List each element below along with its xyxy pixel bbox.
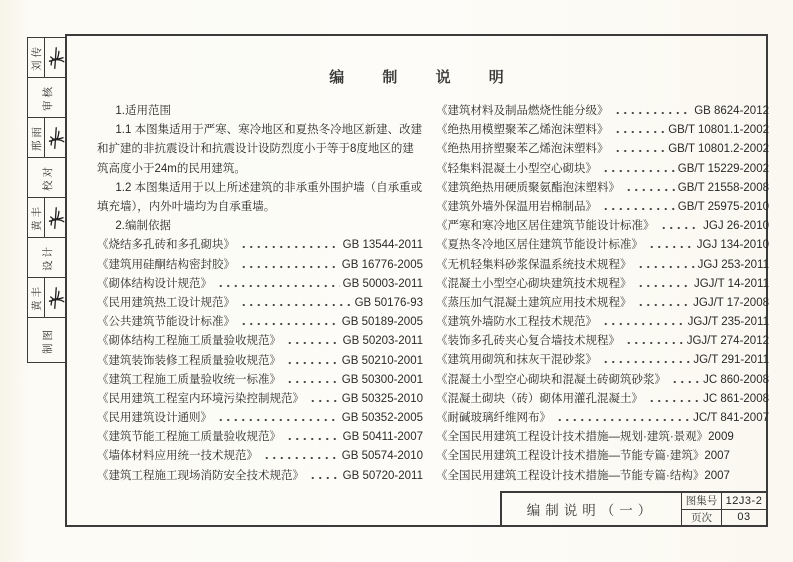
content-columns (97, 102, 769, 486)
drawing-frame (65, 34, 768, 527)
page-title: 编 制 说 明 (329, 69, 521, 86)
dot-leader (646, 236, 694, 255)
left-standards (97, 236, 423, 485)
dot-leader (238, 236, 340, 255)
measure-list-item: 《全国民用建筑工程设计技术措施—规划·建筑·景观》2009 (436, 431, 734, 444)
standard-code: GB 50189-2005 (341, 316, 423, 329)
standard-code: GB/T 21558-2008 (677, 181, 769, 194)
staff-role-label: 制图 (42, 326, 54, 354)
standard-list-item (436, 140, 769, 159)
dot-leader (238, 313, 339, 332)
standard-list-item (436, 198, 769, 217)
staff-name-text: 刘传 (30, 44, 43, 71)
dot-leader (612, 121, 666, 140)
standard-title: 《建筑用硅酮结构密封胶》 (97, 258, 235, 271)
measure-list-item: 《全国民用建筑工程设计技术措施—节能专篇·结构》2007 (436, 469, 730, 482)
staff-role-label: 审核 (42, 84, 54, 111)
standard-list-item (436, 313, 769, 332)
dot-leader (612, 102, 692, 121)
standard-title: 《建筑用砌筑和抹灰干混砂浆》 (436, 354, 597, 367)
standard-code: JGJ 134-2010 (696, 239, 769, 252)
standard-code: GB/T 10801.2-2002 (668, 143, 769, 156)
staff-name-cell (28, 198, 67, 238)
dot-leader (554, 409, 690, 428)
standard-code: JGJ/T 274-2012 (686, 335, 769, 348)
title-block-staff-sidebar (27, 37, 67, 363)
standard-list-item (97, 447, 423, 466)
standard-list-item (436, 102, 769, 121)
standard-code: GB 50176-93 (354, 296, 423, 309)
drawing-title: 编制说明（一） (502, 493, 682, 525)
standard-title: 《建筑节能工程施工质量验收规范》 (97, 431, 281, 444)
paragraph: 1.1 本图集适用于严寒、寒冷地区和夏热冬冷地区新建、改建和扩建的非抗震设计和抗震设计设防烈度小于等于8度地区的建筑高度小于24m的民用建筑。 (97, 124, 423, 175)
standard-title: 《无机轻集料砂浆保温系统技术规程》 (436, 258, 632, 271)
standard-title: 《墙体材料应用统一技术规范》 (97, 450, 258, 463)
dot-leader (658, 217, 701, 236)
page-number-value: 03 (737, 511, 751, 524)
page-number-label: 页次 (682, 510, 722, 526)
standard-list-item (436, 160, 769, 179)
standard-code: GB 50300-2001 (341, 373, 423, 386)
staff-name-text: 黄丰 (30, 284, 43, 311)
standard-list-item (97, 275, 423, 294)
handwritten-signature (45, 118, 67, 157)
dot-leader (623, 332, 684, 351)
standard-title: 《建筑外墙防水工程技术规范》 (436, 316, 597, 329)
dot-leader (215, 409, 339, 428)
standard-title: 《建筑外墙外保温用岩棉制品》 (436, 200, 597, 213)
standard-list-item (436, 275, 769, 294)
dot-leader (646, 390, 700, 409)
dot-leader (600, 198, 675, 217)
standard-code: GB/T 10801.1-2002 (668, 124, 769, 137)
staff-name-text: 邢雨 (30, 124, 43, 151)
dot-leader (669, 371, 700, 390)
standard-list-item (436, 217, 769, 236)
dot-leader (600, 351, 690, 370)
handwritten-signature (45, 278, 67, 317)
standard-list-item (97, 352, 423, 371)
standard-list-item (436, 179, 769, 198)
dot-leader (600, 160, 675, 179)
title-block (500, 491, 768, 527)
staff-role-label: 校对 (42, 164, 54, 191)
standard-title: 《蒸压加气混凝土建筑应用技术规程》 (436, 296, 632, 309)
standard-code: GB 13544-2011 (342, 239, 423, 252)
dot-leader (612, 140, 666, 159)
standard-title: 《耐碱玻璃纤维网布》 (436, 412, 551, 424)
standard-code: JG/T 291-2011 (693, 354, 769, 367)
standard-list-item (97, 428, 423, 447)
standard-title: 《夏热冬冷地区居住建筑节能设计标准》 (436, 239, 643, 252)
standard-list-item (97, 236, 423, 255)
title-block-grid (682, 493, 766, 525)
standard-list-item (97, 371, 423, 390)
handwritten-signature (45, 198, 67, 237)
staff-name (28, 118, 45, 157)
standard-title: 《轻集料混凝土小型空心砌块》 (436, 162, 597, 175)
standard-code: JGJ 26-2010 (703, 220, 769, 233)
standard-list-item (436, 294, 769, 313)
section-heading: 1.适用范围 (115, 105, 171, 117)
standard-title: 《建筑绝热用硬质聚氨酯泡沫塑料》 (436, 181, 620, 194)
standard-title: 《建筑工程施工质量验收统一标准》 (97, 373, 281, 386)
dot-leader (307, 467, 340, 486)
standard-code: GB 50411-2007 (342, 431, 423, 444)
standard-title: 《民用建筑设计通则》 (97, 412, 212, 425)
staff-name (28, 278, 45, 317)
standard-code: GB 50203-2011 (342, 335, 423, 348)
standard-code: GB 16776-2005 (341, 258, 423, 271)
standard-code: GB/T 25975-2010 (677, 200, 769, 213)
paragraph: 1.2 本图集适用于以上所述建筑的非承重外围护墙（自承重或填充墙），内外叶墙均为自承重墙。 (97, 181, 423, 214)
standard-code: JGJ/T 235-2011 (687, 316, 769, 329)
standard-code: JGJ 253-2011 (697, 258, 769, 271)
standard-code: JC/T 841-2007 (693, 412, 769, 424)
staff-name-text: 黄丰 (30, 204, 43, 231)
dot-leader (307, 390, 339, 409)
standard-title: 《混凝土砌块（砖）砌体用灌孔混凝土》 (436, 392, 643, 405)
dot-leader (600, 313, 685, 332)
standard-list-item (436, 121, 769, 140)
page-number-row (682, 510, 766, 526)
staff-role-cell (28, 78, 67, 118)
dot-leader (238, 256, 339, 275)
standard-title: 《装饰多孔砖夹心复合墙技术规程》 (436, 335, 620, 348)
standard-list-item (97, 256, 423, 275)
standard-code: GB 50325-2010 (341, 392, 423, 405)
standard-title: 《建筑工程施工现场消防安全技术规范》 (97, 469, 304, 482)
standard-title: 《严寒和寒冷地区居住建筑节能设计标准》 (436, 220, 655, 233)
standard-title: 《民用建筑热工设计规范》 (97, 296, 235, 309)
dot-leader (635, 294, 691, 313)
atlas-number-row (682, 493, 766, 510)
measure-list-item: 《全国民用建筑工程设计技术措施—节能专篇·建筑》2007 (436, 450, 730, 463)
standard-code: GB 50210-2001 (341, 354, 423, 367)
standard-title: 《绝热用挤塑聚苯乙烯泡沫塑料》 (436, 143, 609, 156)
dot-leader (261, 447, 339, 466)
standard-title: 《烧结多孔砖和多孔砌块》 (97, 239, 235, 252)
standard-list-item (97, 390, 423, 409)
standard-title: 《混凝土小型空心砌块和混凝土砖砌筑砂浆》 (436, 373, 666, 386)
standard-list-item (436, 351, 769, 370)
staff-name-cell (28, 118, 67, 158)
staff-role-cell (28, 158, 67, 198)
standard-list-item (97, 467, 423, 486)
dot-leader (284, 428, 340, 447)
dot-leader (284, 371, 339, 390)
standard-title: 《混凝土小型空心砌块建筑技术规程》 (436, 277, 632, 290)
standard-list-item (436, 236, 769, 255)
standard-title: 《公共建筑节能设计标准》 (97, 316, 235, 329)
standard-list-item (97, 294, 423, 313)
staff-name-cell (28, 278, 67, 318)
standard-title: 《民用建筑工程室内环境污染控制规范》 (97, 392, 304, 405)
atlas-number-value: 12J3-2 (725, 494, 763, 507)
standard-list-item (436, 256, 769, 275)
staff-name (28, 198, 45, 237)
dot-leader (623, 179, 675, 198)
right-standards (436, 102, 769, 428)
dot-leader (284, 332, 340, 351)
standard-list-item (436, 371, 769, 390)
standard-code: JGJ/T 17-2008 (693, 296, 769, 309)
standard-code: JGJ/T 14-2011 (693, 277, 769, 290)
section-heading: 2.编制依据 (115, 220, 171, 233)
standard-title: 《绝热用模塑聚苯乙烯泡沫塑料》 (436, 124, 609, 137)
standard-code: JC 860-2008 (703, 373, 769, 386)
standard-title: 《建筑材料及制品燃烧性能分级》 (436, 105, 609, 117)
handwritten-signature (45, 38, 67, 77)
standard-code: GB 8624-2012 (694, 105, 769, 117)
staff-role-cell (28, 318, 67, 362)
dot-leader (238, 294, 352, 313)
dot-leader (284, 352, 339, 371)
left-column (97, 102, 423, 486)
standard-code: JC 861-2008 (703, 392, 769, 405)
standard-code: GB 50574-2010 (341, 450, 423, 463)
standard-code: GB 50720-2011 (342, 469, 423, 482)
dot-leader (635, 256, 695, 275)
standard-list-item (97, 409, 423, 428)
staff-role-label: 设计 (42, 244, 54, 271)
dot-leader (635, 275, 691, 294)
standard-list-item (97, 332, 423, 351)
staff-role-cell (28, 238, 67, 278)
standard-list-item (436, 390, 769, 409)
dot-leader (215, 275, 340, 294)
staff-name (28, 38, 45, 77)
standard-list-item (436, 332, 769, 351)
staff-name-cell (28, 38, 67, 78)
atlas-number-label: 图集号 (682, 493, 722, 509)
standard-code: GB 50352-2005 (341, 412, 423, 425)
standard-title: 《砌体结构工程施工质量验收规范》 (97, 335, 281, 348)
standard-list-item (97, 313, 423, 332)
standard-title: 《砌体结构设计规范》 (97, 277, 212, 290)
right-column (436, 102, 769, 486)
standard-title: 《建筑装饰装修工程质量验收规范》 (97, 354, 281, 367)
standard-code: GB/T 15229-2002 (677, 162, 769, 175)
standard-code: GB 50003-2011 (342, 277, 423, 290)
standard-list-item (436, 409, 769, 428)
measures-list (436, 428, 769, 486)
